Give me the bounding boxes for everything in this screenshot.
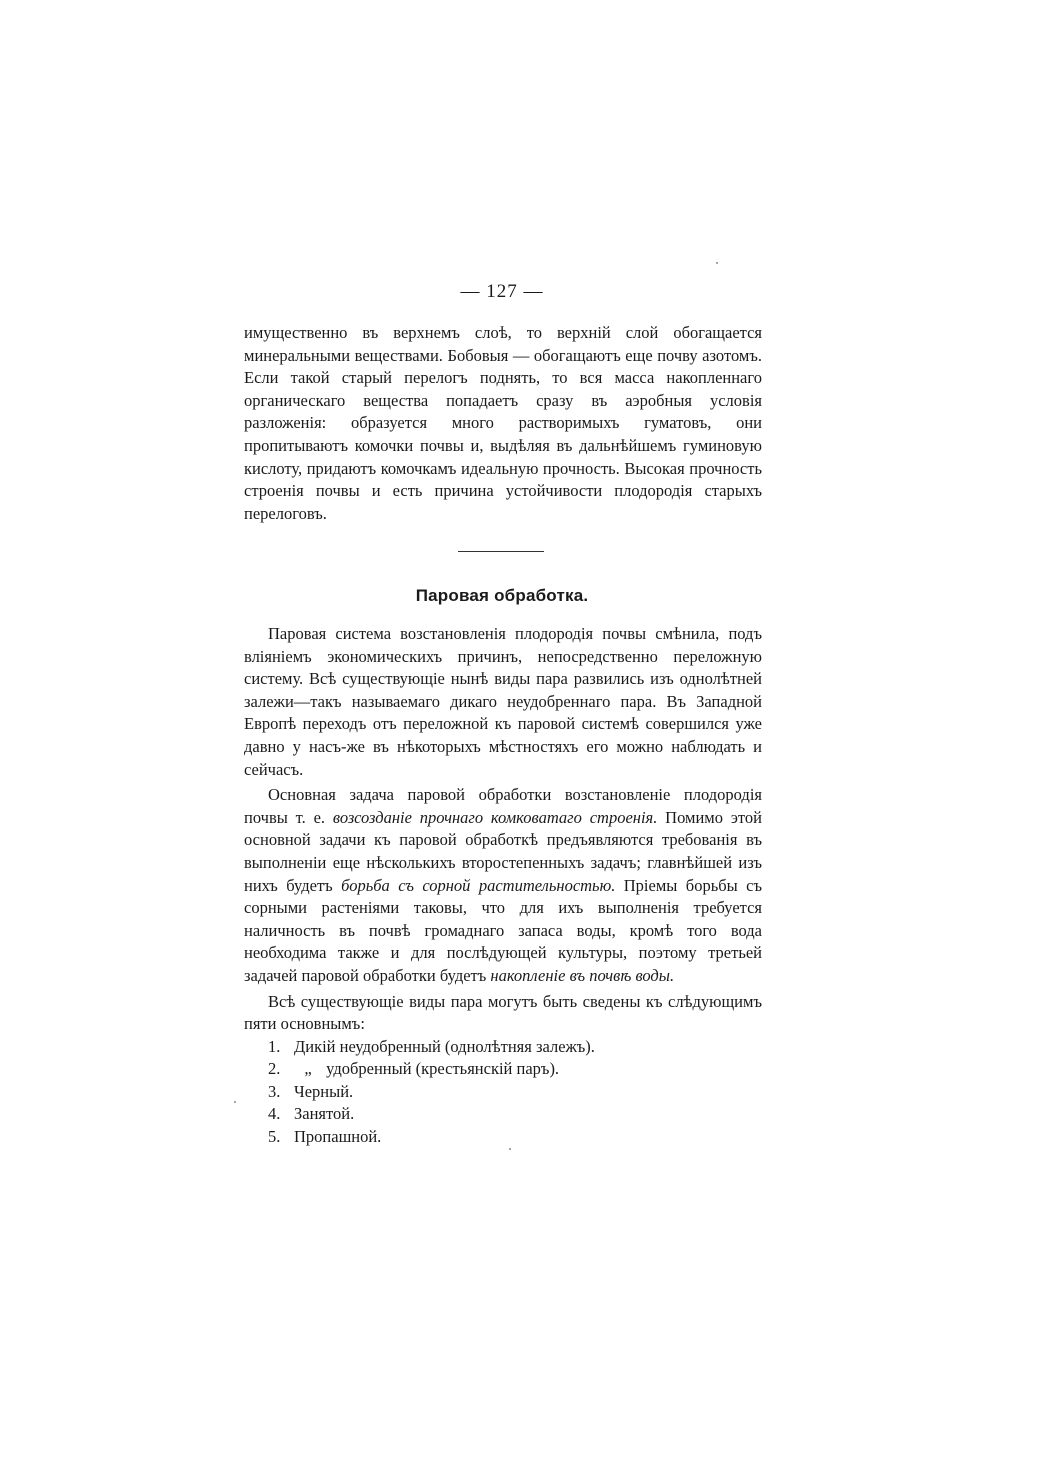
page-number: — 127 — [460, 281, 544, 302]
paragraph-2-text-1: Основная задача паровой обработки возстановленіе плодородія почвы т. е. [244, 785, 762, 827]
paragraph-2-italic-1: возсозданіе прочнаго комковатаго строенія. [332, 807, 658, 827]
scan-speck [234, 1101, 236, 1103]
scan-speck [509, 1148, 511, 1150]
section-heading: Паровая обработка. [415, 586, 589, 605]
section-divider [458, 551, 544, 552]
list-item-text: Пропашной. [294, 1127, 382, 1147]
paragraph-2-italic-2: борьба съ сорной растительностью. [341, 875, 616, 895]
section-body [244, 623, 762, 1149]
section-paragraph-2 [244, 784, 762, 987]
list-item [244, 1036, 762, 1059]
scan-speck [716, 262, 718, 264]
list-item [244, 1081, 762, 1104]
list-item-text: Дикій неудобренный (однолѣтняя залежъ). [294, 1036, 595, 1056]
section-paragraph-3: Всѣ существующіе виды пара могутъ быть сведены къ слѣдующимъ пяти основнымъ: [244, 991, 762, 1034]
list-item-text: удобренный (крестьянскій паръ). [326, 1059, 560, 1079]
paragraph-2-italic-3: накопленіе въ почвѣ воды. [490, 965, 675, 985]
intro-text-block [244, 322, 762, 525]
fallow-types-list [244, 1036, 762, 1149]
list-item-text: Занятой. [294, 1104, 355, 1124]
list-item-text: Черный. [294, 1081, 354, 1101]
intro-paragraph: имущественно въ верхнемъ слоѣ, то верхній слой обогащается минеральными веществами. Бобовыя — обогащаютъ еще почву азотомъ. Если такой старый перелогъ поднять, то вся масса накопленнаго органическаго вещества попадаетъ сразу въ аэробныя условія разложенія: образуется много растворимыхъ гуматовъ, они пропитываютъ комочки почвы и, выдѣляя въ дальнѣйшемъ гуминовую кислоту, придаютъ комочкамъ идеальную прочность. Высокая прочность строенія почвы и есть причина устойчивости плодородія старыхъ перелоговъ. [244, 323, 762, 523]
list-item-number: 2. [268, 1059, 281, 1079]
list-item [244, 1126, 762, 1149]
ditto-mark: „ [304, 1059, 312, 1079]
list-item-number: 4. [268, 1104, 281, 1124]
section-paragraph-1: Паровая система возстановленія плодородія почвы смѣнила, подъ вліяніемъ экономическихъ причинъ, непосредственно переложную систему. Всѣ существующіе нынѣ виды пара развились изъ однолѣтней залежи—такъ называемаго дикаго неудобреннаго пара. Въ Западной Европѣ переходъ отъ переложной къ паровой системѣ совершился уже давно у насъ-же въ нѣкоторыхъ мѣстностяхъ его можно наблюдать и сейчасъ. [244, 624, 762, 779]
paragraph-2-text-3: Пріемы борьбы съ сорными растеніями таковы, что для ихъ выполненія требуется наличность въ почвѣ громаднаго запаса воды, кромѣ того вода необходима также и для послѣдующей культуры, поэтому третьей задачей паровой обработки будетъ [244, 875, 762, 985]
list-item-number: 1. [268, 1036, 281, 1056]
paragraph-2-text-2: Помимо этой основной задачи къ паровой обработкѣ предъявляются требованія въ выполненіи еще нѣсколькихъ второстепенныхъ задачъ; главнѣйшей изъ нихъ будетъ [244, 807, 762, 895]
list-item [244, 1103, 762, 1126]
list-item-number: 3. [268, 1081, 281, 1101]
list-item [244, 1058, 762, 1081]
list-item-number: 5. [268, 1127, 281, 1147]
